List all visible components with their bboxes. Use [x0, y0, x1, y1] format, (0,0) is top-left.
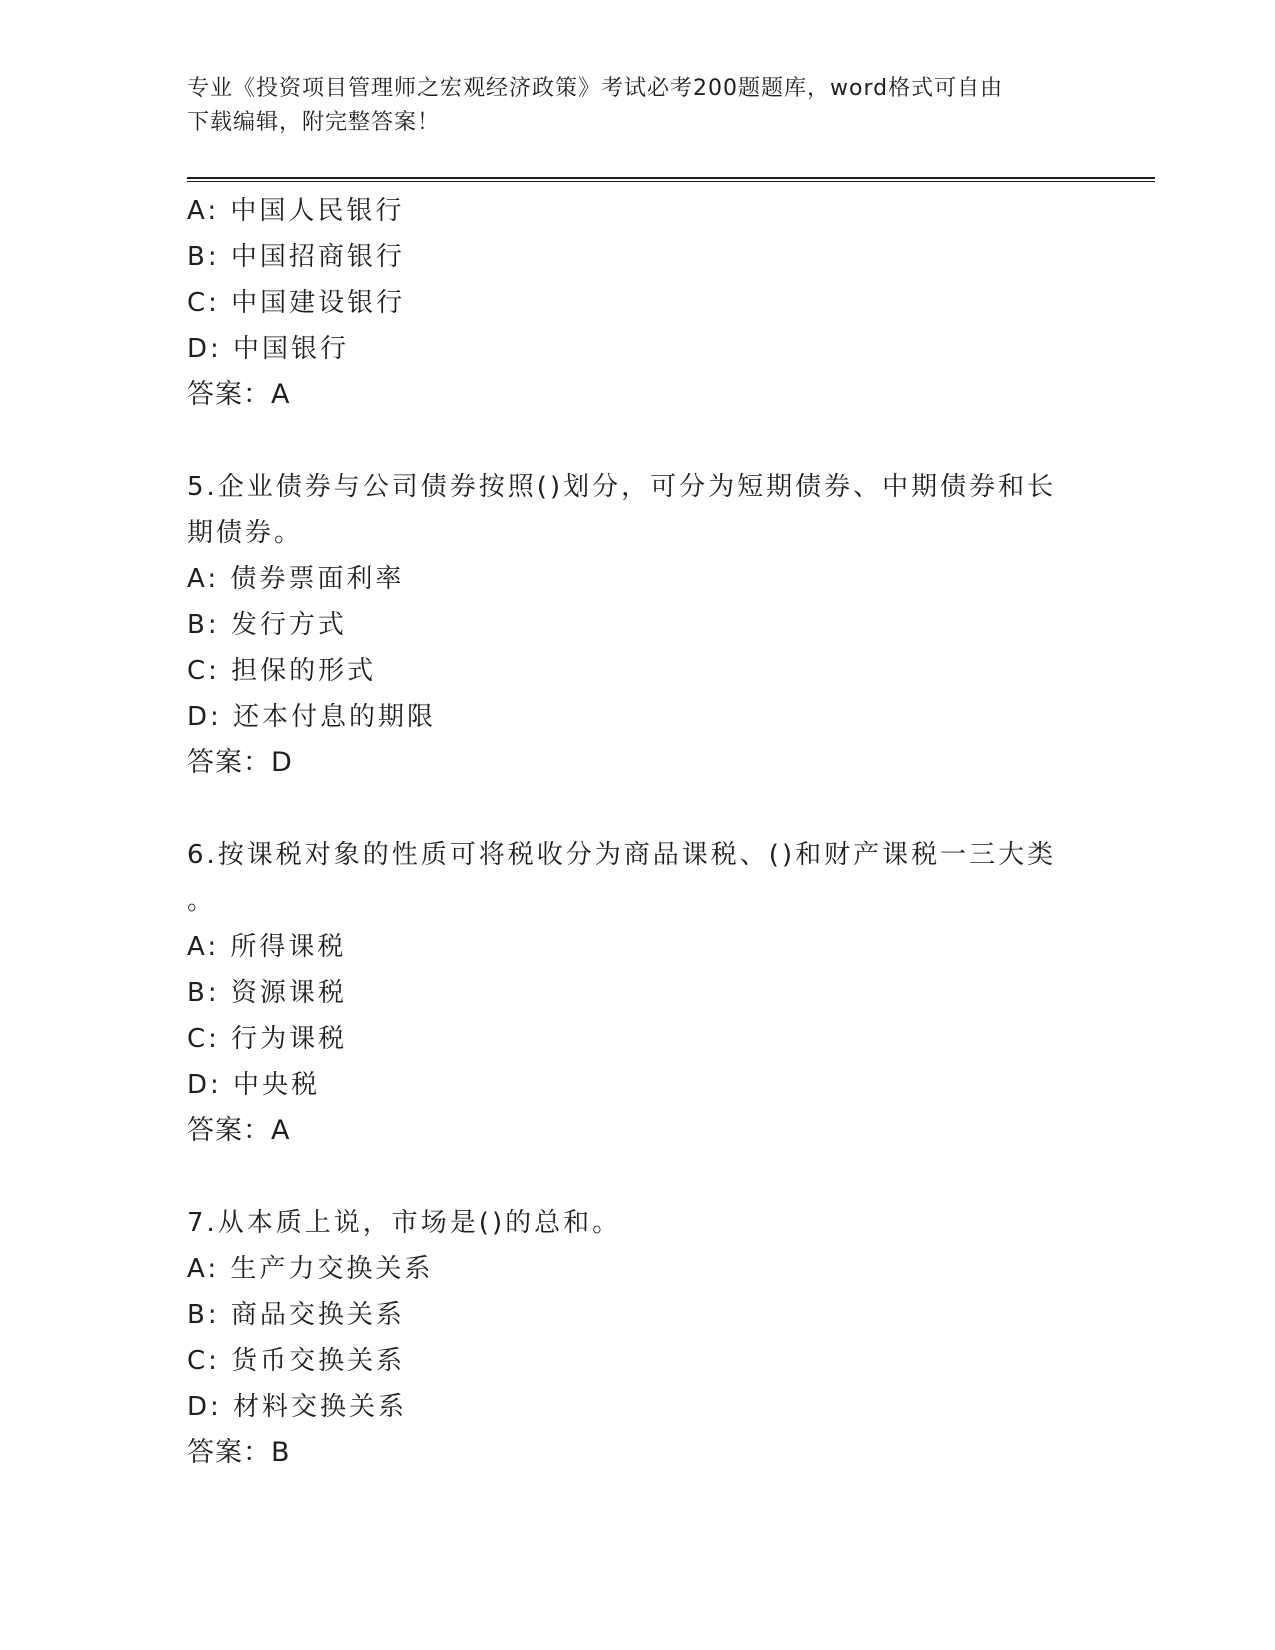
answer-line: 答案：A [187, 1115, 291, 1146]
option-a: A: 所得课税 [187, 932, 347, 962]
question-stem [187, 832, 1067, 924]
question-block-4 [187, 188, 1155, 418]
option-d: D: 中国银行 [187, 334, 350, 364]
option-a: A: 中国人民银行 [187, 196, 405, 226]
question-stem [187, 464, 1067, 556]
question-stem-line: 。 [187, 886, 217, 916]
document-header [187, 72, 1087, 140]
header-divider [187, 177, 1155, 182]
option-d: D: 中央税 [187, 1070, 321, 1100]
question-stem-line: 期债券。 [187, 518, 304, 548]
answer-line: 答案：D [187, 747, 293, 778]
question-stem-line: 7.从本质上说，市场是()的总和。 [187, 1208, 622, 1238]
question-block-7 [187, 1200, 1155, 1476]
question-block-6 [187, 832, 1155, 1154]
question-stem-line: 6.按课税对象的性质可将税收分为商品课税、()和财产课税一三大类 [187, 840, 1057, 870]
option-d: D: 还本付息的期限 [187, 702, 437, 732]
option-c: C: 货币交换关系 [187, 1346, 406, 1376]
question-stem [187, 1200, 1067, 1246]
option-d: D: 材料交换关系 [187, 1392, 408, 1422]
answer-line: 答案：B [187, 1437, 291, 1468]
question-stem-line: 5.企业债券与公司债券按照()划分，可分为短期债券、中期债券和长 [187, 472, 1057, 502]
option-b: B: 中国招商银行 [187, 242, 405, 272]
answer-line: 答案：A [187, 379, 291, 410]
header-line-1: 专业《投资项目管理师之宏观经济政策》考试必考200题题库，word格式可自由 [187, 76, 1004, 101]
header-line-2: 下载编辑，附完整答案！ [187, 110, 441, 135]
option-b: B: 商品交换关系 [187, 1300, 405, 1330]
option-a: A: 生产力交换关系 [187, 1254, 434, 1284]
question-block-5 [187, 464, 1155, 786]
option-b: B: 资源课税 [187, 978, 347, 1008]
option-c: C: 中国建设银行 [187, 288, 406, 318]
question-list [187, 188, 1155, 1476]
option-c: C: 行为课税 [187, 1024, 348, 1054]
option-c: C: 担保的形式 [187, 656, 377, 686]
option-a: A: 债券票面利率 [187, 564, 405, 594]
option-b: B: 发行方式 [187, 610, 347, 640]
